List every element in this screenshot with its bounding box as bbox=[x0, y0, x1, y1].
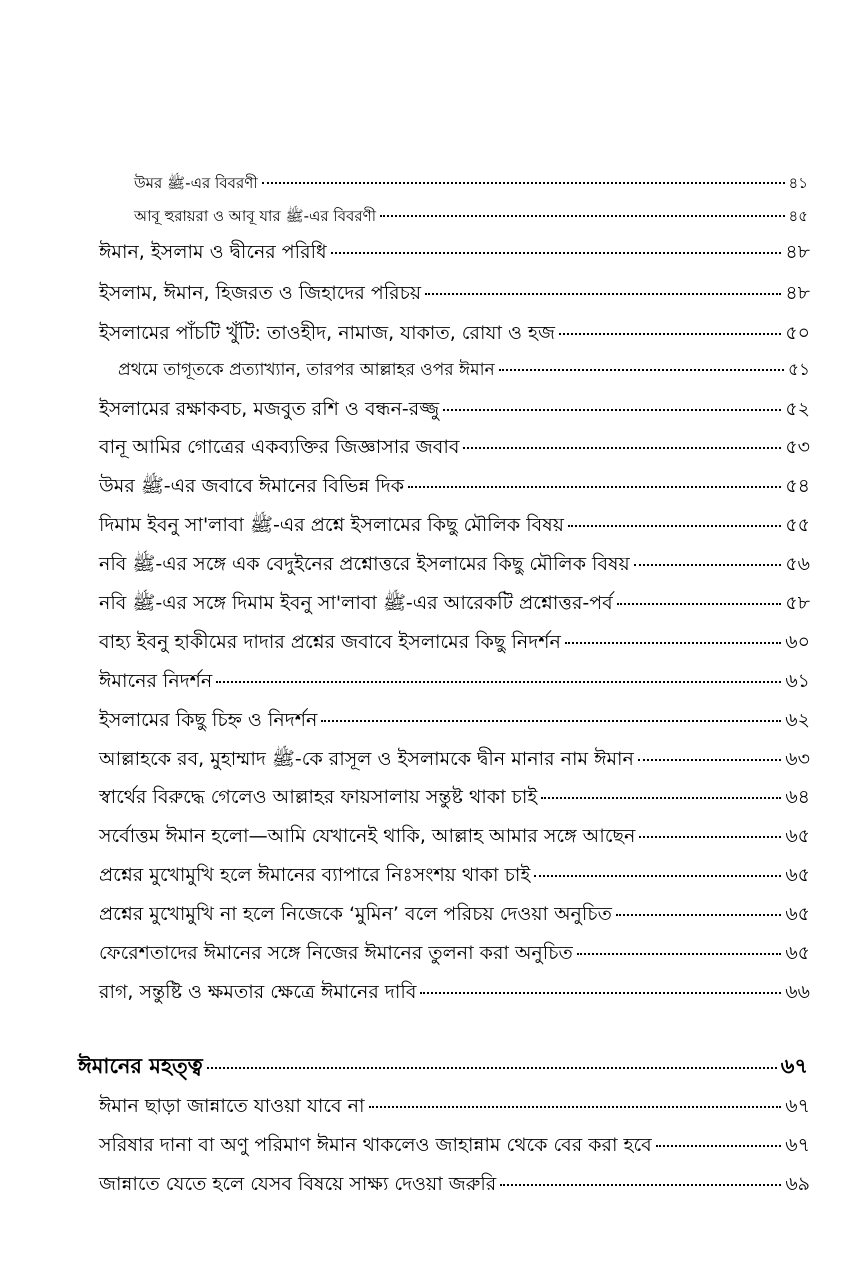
toc-dot-leader bbox=[568, 525, 781, 527]
toc-entry bbox=[99, 1136, 810, 1155]
toc-entry-title: বাহ্য ইবনু হাকীমের দাদার প্রশ্নের জবাবে ইসলামের কিছু নিদর্শন bbox=[99, 631, 561, 653]
toc-entry-title: সরিষার দানা বা অণু পরিমাণ ঈমান থাকলেও জাহান্নাম থেকে বের করা হবে bbox=[99, 1134, 652, 1156]
toc-entry bbox=[99, 324, 810, 343]
toc-entry-page: ৬২ bbox=[785, 709, 810, 731]
toc-dot-leader bbox=[331, 252, 782, 254]
toc-dot-leader bbox=[207, 1067, 777, 1069]
toc-dot-leader bbox=[617, 603, 782, 605]
toc-dot-leader bbox=[565, 642, 781, 644]
toc-entry-title: সর্বোত্তম ঈমান হলো—আমি যেখানেই থাকি, আল্লাহ আমার সঙ্গে আছেন bbox=[99, 825, 636, 847]
toc-entry-page: ৬৪ bbox=[785, 786, 810, 808]
toc-dot-leader bbox=[321, 720, 781, 722]
toc-entry-page: ৪৮ bbox=[785, 282, 810, 304]
toc-dot-leader bbox=[499, 369, 784, 371]
toc-entry-title: প্রশ্নের মুখোমুখি হলে ঈমানের ব্যাপারে নিঃসংশয় থাকা চাই bbox=[99, 864, 531, 886]
toc-entry-page: ৪১ bbox=[788, 174, 808, 192]
toc-entry-title: উমর ﷺ-এর বিবরণী bbox=[134, 174, 258, 192]
toc-entry-page: ৪৫ bbox=[788, 207, 808, 225]
toc-entry-title: ইসলামের পাঁচটি খুঁটি: তাওহীদ, নামাজ, যাকাত, রোযা ও হজ bbox=[99, 322, 555, 344]
toc-entry-title: দিমাম ইবনু সা'লাবা ﷺ-এর প্রশ্নে ইসলামের কিছু মৌলিক বিষয় bbox=[99, 514, 564, 536]
toc-entry-page: ৬৫ bbox=[785, 942, 810, 964]
toc-entry-title: প্রথমে তাগূতকে প্রত্যাখ্যান, তারপর আল্লাহর ওপর ঈমান bbox=[118, 360, 495, 380]
toc-entry-page: ৫৮ bbox=[785, 592, 810, 614]
toc-entry bbox=[99, 438, 810, 457]
toc-entry bbox=[99, 788, 810, 807]
toc-entry-page: ৫৩ bbox=[785, 436, 810, 458]
toc-entry bbox=[99, 400, 810, 419]
toc-entry-page: ৫৪ bbox=[785, 475, 810, 497]
toc-entry bbox=[99, 905, 810, 924]
toc-entry bbox=[99, 516, 810, 535]
toc-dot-leader bbox=[420, 992, 781, 994]
toc-entry-title: ঈমানের নিদর্শন bbox=[99, 670, 213, 692]
toc-entry-title: নবি ﷺ-এর সঙ্গে দিমাম ইবনু সা'লাবা ﷺ-এর আরেকটি প্রশ্নোত্তর-পর্ব bbox=[99, 592, 613, 614]
toc-entry bbox=[99, 672, 810, 691]
toc-section-heading bbox=[78, 1056, 808, 1077]
toc-entry-title: বানূ আমির গোত্রের একব্যক্তির জিজ্ঞাসার জবাব bbox=[99, 436, 460, 458]
toc-entry-page: ৫১ bbox=[787, 360, 810, 380]
toc-dot-leader bbox=[638, 759, 781, 761]
toc-entry-page: ৬৫ bbox=[785, 903, 810, 925]
toc-entry-title: উমর ﷺ-এর জবাবে ঈমানের বিভিন্ন দিক bbox=[99, 475, 405, 497]
toc-entry-page: ৬৯ bbox=[785, 1173, 810, 1195]
toc-entry-title: নবি ﷺ-এর সঙ্গে এক বেদুইনের প্রশ্নোত্তরে ইসলামের কিছু মৌলিক বিষয় bbox=[99, 553, 630, 575]
toc-dot-leader bbox=[369, 1106, 782, 1108]
toc-entry-page: ৬৭ bbox=[785, 1095, 810, 1117]
toc-entry-title: আল্লাহকে রব, মুহাম্মাদ ﷺ-কে রাসূল ও ইসলামকে দ্বীন মানার নাম ঈমান bbox=[99, 748, 634, 770]
toc-entry bbox=[134, 176, 808, 191]
toc-entry bbox=[99, 983, 810, 1002]
toc-entry bbox=[134, 209, 808, 224]
toc-entry-page: ৬৩ bbox=[785, 748, 810, 770]
toc-entry-page: ৬০ bbox=[785, 631, 810, 653]
toc-entry bbox=[99, 633, 810, 652]
toc-dot-leader bbox=[616, 914, 781, 916]
toc-dot-leader bbox=[639, 836, 781, 838]
toc-entry bbox=[99, 243, 810, 262]
toc-entry bbox=[99, 477, 810, 496]
toc-entry bbox=[99, 284, 810, 303]
toc-dot-leader bbox=[634, 564, 782, 566]
toc-entry bbox=[99, 866, 810, 885]
toc-dot-leader bbox=[425, 293, 781, 295]
toc-entry bbox=[99, 750, 810, 769]
toc-dot-leader bbox=[577, 953, 782, 955]
toc-entry bbox=[99, 1097, 810, 1116]
toc-entry-title: প্রশ্নের মুখোমুখি না হলে নিজেকে ‘মুমিন’ বলে পরিচয় দেওয়া অনুচিত bbox=[99, 903, 612, 925]
toc-dot-leader bbox=[559, 333, 781, 335]
toc-entry-page: ৬৭ bbox=[785, 1134, 810, 1156]
toc-entry-title: ইসলামের রক্ষাকবচ, মজবুত রশি ও বন্ধন-রজ্জু bbox=[99, 398, 440, 420]
toc-entry-title: স্বার্থের বিরুদ্ধে গেলেও আল্লাহর ফায়সালায় সন্তুষ্ট থাকা চাই bbox=[99, 786, 538, 808]
toc-dot-leader bbox=[541, 797, 781, 799]
toc-dot-leader bbox=[380, 215, 785, 217]
toc-dot-leader bbox=[408, 486, 781, 488]
toc-entry-title: ঈমানের মহত্ত্ব bbox=[78, 1054, 203, 1078]
toc-dot-leader bbox=[463, 447, 781, 449]
toc-dot-leader bbox=[443, 409, 781, 411]
toc-dot-leader bbox=[500, 1184, 781, 1186]
toc-entry bbox=[99, 555, 810, 574]
toc-entry-title: ঈমান ছাড়া জান্নাতে যাওয়া যাবে না bbox=[99, 1095, 365, 1117]
toc-entry bbox=[99, 711, 810, 730]
toc-entry-page: ৬১ bbox=[785, 670, 810, 692]
toc-entry-page: ৬৫ bbox=[785, 864, 810, 886]
toc-entry-title: ইসলাম, ঈমান, হিজরত ও জিহাদের পরিচয় bbox=[99, 282, 422, 304]
toc-dot-leader bbox=[656, 1145, 782, 1147]
toc-entry-page: ৫০ bbox=[785, 322, 810, 344]
toc-entry-title: জান্নাতে যেতে হলে যেসব বিষয়ে সাক্ষ্য দেওয়া জরুরি bbox=[99, 1173, 497, 1195]
toc-entry-page: ৫৫ bbox=[785, 514, 810, 536]
toc-dot-leader bbox=[262, 182, 785, 184]
toc-entry-page: ৬৭ bbox=[780, 1054, 808, 1078]
toc-entry-page: ৫২ bbox=[785, 398, 810, 420]
toc-entry-title: ঈমান, ইসলাম ও দ্বীনের পরিধি bbox=[99, 241, 327, 263]
toc-entry bbox=[99, 1175, 810, 1194]
toc-dot-leader bbox=[216, 681, 781, 683]
toc-entry bbox=[118, 362, 810, 379]
toc-entry-page: ৬৬ bbox=[785, 981, 810, 1003]
toc-entry bbox=[99, 594, 810, 613]
toc-entry-page: ৬৫ bbox=[785, 825, 810, 847]
toc-entry bbox=[99, 827, 810, 846]
toc-dot-leader bbox=[534, 875, 781, 877]
toc-entry-page: ৫৬ bbox=[785, 553, 810, 575]
toc-entry-title: ফেরেশতাদের ঈমানের সঙ্গে নিজের ঈমানের তুলনা করা অনুচিত bbox=[99, 942, 573, 964]
toc-entry-title: ইসলামের কিছু চিহ্ন ও নিদর্শন bbox=[99, 709, 318, 731]
toc-entry-title: আবূ হুরায়রা ও আবূ যার ﷺ-এর বিবরণী bbox=[134, 207, 377, 225]
toc-entry-title: রাগ, সন্তুষ্টি ও ক্ষমতার ক্ষেত্রে ঈমানের দাবি bbox=[99, 981, 417, 1003]
toc-entry-page: ৪৮ bbox=[785, 241, 810, 263]
toc-entry bbox=[99, 944, 810, 963]
